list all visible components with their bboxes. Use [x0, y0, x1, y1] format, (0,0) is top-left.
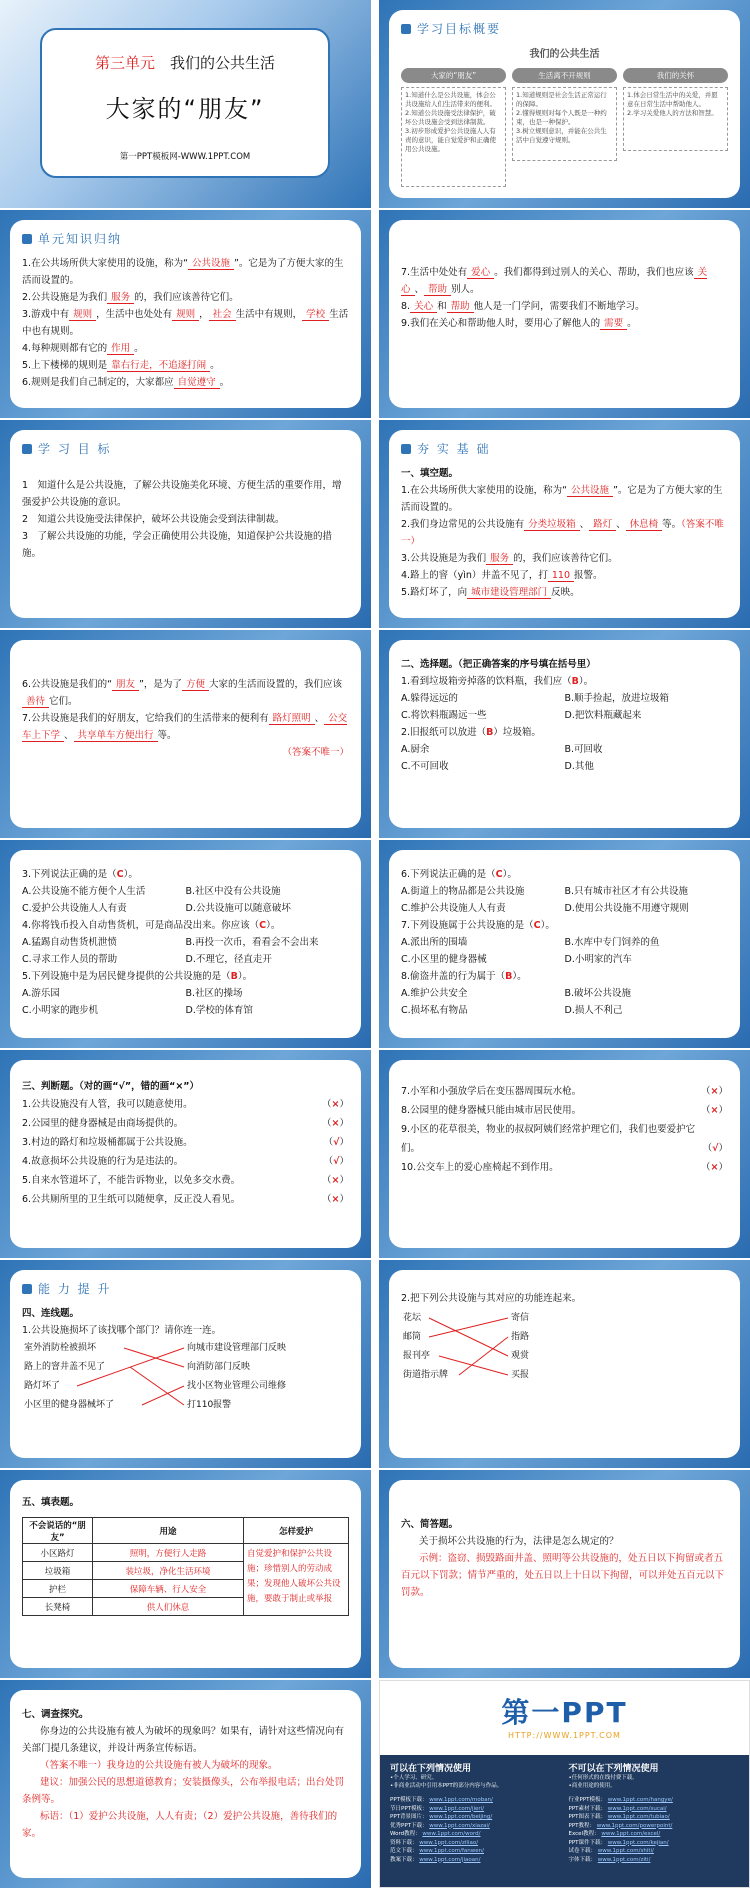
slide-short-answer: [379, 1470, 750, 1678]
tf-item: 2.公园里的健身器械是由商场提供的。 （×）: [22, 1118, 349, 1129]
question: 7.公共设施是我们的好朋友，它给我们的生活带来的便利有 路灯照明 、 公交车上下学 、 共享单车方便出行 等。: [22, 713, 348, 741]
tf-item: 3.村边的路灯和垃圾桶都属于公共设施。 （√）: [22, 1137, 349, 1148]
link[interactable]: www.1ppt.com/xiazai/: [429, 1822, 490, 1829]
slide-unit-summary: [0, 210, 371, 418]
slide-header: 学习目标概要: [417, 22, 502, 36]
question: 8.偷盗井盖的行为属于（B）。: [401, 971, 527, 982]
slide-matching: [0, 1260, 371, 1468]
link[interactable]: www.1ppt.com/kejian/: [607, 1839, 669, 1846]
question: 你身边的公共设施有被人为破坏的现象吗？如果有，请针对这些情况向有关部门提几条建议，并设计两条宣传标语。: [22, 1726, 345, 1754]
answer-note: （答案不唯一）: [282, 747, 349, 758]
overview-col: 大家的“朋友” 1.知道什么是公共设施，体会公共设施给人们生活带来的便利。 2.知道公共设施受法律保护，破坏公共设施会受到法律制裁。 3.初步形成爱护公共设施人人有责的意识，能自觉爱护和正确使用公共设施。: [401, 68, 506, 187]
summary-line: 9.我们在关心和帮助他人时，要用心了解他人的 需要 。: [401, 318, 637, 329]
section-title: 七、调查探究。: [22, 1709, 89, 1720]
summary-line: 3.游戏中有 规则 ，生活中也处处有 规则 ， 社会 生活中有规则， 学校 生活中也有规则。: [22, 309, 349, 337]
options: A.猛踢自动售货机泄愤 B.再投一次币，看看会不会出来: [22, 937, 319, 948]
match-left-column: 室外消防栓被损坏 路上的窨井盖不见了 路灯坏了 小区里的健身器械坏了: [24, 1343, 115, 1410]
overview-col: 我们的关怀 1.体会日常生活中的关爱，并愿意在日常生活中帮助他人。 2.学习关爱他人的方法和智慧。: [623, 68, 728, 187]
match-lines: [22, 1339, 361, 1419]
question: 2.我们身边常见的公共设施有 分类垃圾箱 、 路灯 、 休息椅 等。（答案不唯一）: [401, 519, 724, 547]
overview-subtitle: 我们的公共生活: [529, 49, 600, 60]
options: C.将饮料瓶踢远一些 D.把饮料瓶藏起来: [401, 710, 642, 721]
match-right-column: 寄信 指路 观赏 买报: [511, 1313, 530, 1380]
link[interactable]: www.1ppt.com/ziti/: [597, 1856, 651, 1863]
brand-logo: 第一PPT: [501, 1696, 628, 1729]
slide-learning-goals: [0, 420, 371, 628]
slide-fill-blanks-2: [0, 630, 371, 838]
tf-item: 9.小区的花草很美，物业的叔叔阿姨们经常护理它们，我们也要爱护它们。 （√）: [401, 1124, 728, 1154]
tf-item: 1.公共设施没有人管，我可以随意使用。 （×）: [22, 1099, 349, 1110]
match-right-column: 向城市建设管理部门反映 向消防部门反映 找小区物业管理公司维修 打110报警: [187, 1343, 287, 1410]
goal-line: 2 知道公共设施受法律保护，破坏公共设施会受到法律制裁。: [22, 514, 285, 525]
options: C.不可回收 D.其他: [401, 761, 594, 772]
options: A.街道上的物品都是公共设施 B.只有城市社区才有公共设施: [401, 886, 689, 897]
goal-line: 1 知道什么是公共设施，了解公共设施美化环境、方便生活的重要作用，增强爱护公共设施的意识。: [22, 480, 342, 508]
link[interactable]: www.1ppt.com/moban/: [429, 1797, 493, 1803]
tf-item: 7.小军和小强放学后在变压器周围玩水枪。 （×）: [401, 1086, 728, 1097]
question: 6.下列说法正确的是（C）。: [401, 869, 517, 880]
options: C.爱护公共设施人人有责 D.公共设施可以随意破坏: [22, 903, 291, 914]
question: 1.看到垃圾箱旁掉落的饮料瓶，我们应（B）。: [401, 676, 594, 687]
link[interactable]: www.1ppt.com/word/: [422, 1831, 481, 1837]
options: A.公共设施不能方便个人生活 B.社区中没有公共设施: [22, 886, 281, 897]
slide-true-false-2: [379, 1050, 750, 1258]
options: A.游乐园 B.社区的操场: [22, 988, 243, 999]
table-row: 护栏 保障车辆、行人安全: [23, 1580, 349, 1598]
slide-choice: [379, 630, 750, 838]
answer: （答案不唯一）我身边的公共设施有被人为破坏的现象。: [40, 1760, 278, 1771]
goal-line: 3 了解公共设施的功能，学会正确使用公共设施，知道保护公共设施的措施。: [22, 531, 333, 559]
section-title: 五、填表题。: [22, 1497, 80, 1508]
link[interactable]: www.1ppt.com/fanwen/: [419, 1848, 485, 1854]
options: C.损坏私有物品 D.损人不利己: [401, 1005, 623, 1016]
options: A.厨余 B.可回收: [401, 744, 603, 755]
section-title: 一、填空题。: [401, 468, 459, 479]
match-lines: [401, 1309, 740, 1389]
options: A.躲得远远的 B.顺手捡起，放进垃圾箱: [401, 693, 670, 704]
header-square-icon: [401, 24, 411, 34]
question: 7.下列设施属于公共设施的是（C）。: [401, 920, 555, 931]
question: 3.下列说法正确的是（C）。: [22, 869, 138, 880]
header-square-icon: [401, 444, 411, 454]
cover-title: 大家的“朋友”: [105, 95, 265, 123]
tf-item: 10.公交车上的爱心座椅起不到作用。 （×）: [401, 1162, 728, 1173]
answer: 建议：加强公民的思想道德教育；安装摄像头，公布举报电话；出台处罚条例等。: [22, 1777, 345, 1805]
section-title: 四、连线题。: [22, 1308, 80, 1319]
slide-cover: [0, 0, 371, 208]
question: 1.在公共场所供大家使用的设施，称为“ 公共设施 ”。它是为了方便大家的生活而设置的。: [401, 485, 723, 513]
slide-investigation: [0, 1680, 371, 1888]
slide-matching-2: [379, 1260, 750, 1468]
slide-table: [0, 1470, 371, 1678]
answer: 示例：盗窃、损毁路面井盖、照明等公共设施的，处五日以下拘留或者五百元以下罚款；情节严重的，处五日以上十日以下拘留，可以并处五百元以下罚款。: [401, 1553, 725, 1598]
link-list-left: PPT模板下载： www.1ppt.com/moban/ 节日PPT模板： www.1ppt.com/jieri/ PPT背景图片： www.1ppt.com/beijing/ 优秀PPT下载： www.1ppt.com/xiazai/ Word教程： www.1ppt.com/word/ 资料下载： www.1ppt.com/ziliao/ 范文下载： www.1ppt.com/fanwen/ 教案下载： www.1ppt.com/jiaoan/: [390, 1797, 493, 1863]
slide-header: 学 习 目 标: [38, 442, 112, 456]
slide-objectives-overview: [379, 0, 750, 208]
options: A.维护公共安全 B.破坏公共设施: [401, 988, 632, 999]
options: C.小明家的跑步机 D.学校的体育馆: [22, 1005, 253, 1016]
overview-col: 生活离不开规则 1.知道规则是社会生活正常运行的保障。 2.懂得规则对每个人既是一种约束，也是一种保护。 3.树立规则意识，并能在公共生活中自觉遵守规则。: [512, 68, 617, 187]
link[interactable]: www.1ppt.com/tubiao/: [607, 1814, 670, 1820]
slide-choice-3: [379, 840, 750, 1048]
uses-table: 不会说话的“朋友” 用途 怎样爱护 小区路灯 照明，方便行人走路 自觉爱护和保护公共设施；珍惜别人的劳动成果；发现他人破坏公共设施，要敢于制止或举报 垃圾箱 装垃圾，净化生活环境 护栏 保障车辆、行人安全 长凳椅 供人们休息: [22, 1517, 349, 1616]
table-row: 垃圾箱 装垃圾，净化生活环境: [23, 1562, 349, 1580]
slide-header: 单元知识归纳: [38, 232, 123, 246]
answer: 标语：（1）爱护公共设施，人人有责；（2）爱护公共设施，善待我们的家。: [22, 1811, 338, 1839]
cannot-use-title: 不可以在下列情况使用: [568, 1764, 659, 1774]
summary-line: 8. 关心 和 帮助 他人是一门学问，需要我们不断地学习。: [401, 301, 645, 312]
tf-item: 8.公园里的健身器械只能由城市居民使用。 （×）: [401, 1105, 728, 1116]
section-title: 三、判断题。（对的画“√”，错的画“×”）: [22, 1081, 200, 1092]
match-left-column: 花坛 邮筒 报刊亭 街道指示牌: [403, 1313, 449, 1380]
can-use-title: 可以在下列情况使用: [390, 1764, 472, 1774]
slide-fill-blanks: [379, 420, 750, 628]
question: 1.公共设施损坏了该找哪个部门？请你连一连。: [22, 1325, 222, 1336]
summary-line: 2.公共设施是为我们 服务 的，我们应该善待它们。: [22, 292, 239, 303]
slide-header: 能 力 提 升: [38, 1282, 112, 1296]
section-title: 六、简答题。: [401, 1519, 459, 1530]
question: 2.旧报纸可以放进（B）垃圾箱。: [401, 727, 541, 738]
summary-line: 6.规则是我们自己制定的，大家都应 自觉遵守 。: [22, 377, 230, 388]
brand-url: HTTP://WWW.1PPT.COM: [508, 1731, 621, 1740]
summary-line: 1.在公共场所供大家使用的设施，称为“ 公共设施 ”。它是为了方便大家的生活而设置的。: [22, 258, 344, 286]
question: 6.公共设施是我们的“ 朋友 ”，是为了 方便 大家的生活而设置的，我们应该善待 它们。: [22, 679, 342, 707]
link[interactable]: www.1ppt.com/jieri/: [429, 1805, 485, 1812]
header-square-icon: [22, 444, 32, 454]
tf-item: 6.公共厕所里的卫生纸可以随便拿，反正没人看见。 （×）: [22, 1194, 349, 1205]
summary-line: 5.上下楼梯的规则是 靠右行走，不追逐打闹 。: [22, 360, 220, 371]
table-row: 长凳椅 供人们休息: [23, 1598, 349, 1616]
care-cell: 自觉爱护和保护公共设施；珍惜别人的劳动成果；发现他人破坏公共设施，要敢于制止或举报: [244, 1544, 349, 1616]
question: 5.路灯坏了，向 城市建设管理部门 反映。: [401, 587, 580, 598]
cover-unit: 第三单元: [94, 54, 155, 72]
summary-line: 4.每种规则都有它的 作用 。: [22, 343, 144, 354]
link[interactable]: www.1ppt.com/hangye/: [607, 1797, 673, 1803]
slide-header: 夯 实 基 础: [417, 442, 491, 456]
question: 4.路上的窨（yìn）井盖不见了，打 110 报警。: [401, 570, 603, 581]
link[interactable]: www.1ppt.com/ziliao/: [419, 1839, 479, 1846]
question: 2.把下列公共设施与其对应的功能连起来。: [401, 1293, 582, 1304]
link[interactable]: www.1ppt.com/powerpoint/: [596, 1822, 673, 1829]
tf-item: 4.故意损坏公共设施的行为是违法的。 （√）: [22, 1156, 349, 1167]
options: C.小区里的健身器械 D.小明家的汽车: [401, 954, 632, 965]
header-square-icon: [22, 234, 32, 244]
link-list-right: 行业PPT模板： www.1ppt.com/hangye/ PPT素材下载： www.1ppt.com/sucai/ PPT图表下载： www.1ppt.com/tubiao/ PPT教程： www.1ppt.com/powerpoint/ Excel教程： www.1ppt.com/excel/ PPT课件下载： www.1ppt.com/kejian/ 试卷下载： www.1ppt.com/shiti/ 字体下载： www.1ppt.com/ziti/: [568, 1797, 673, 1863]
table-row: 小区路灯 照明，方便行人走路 自觉爱护和保护公共设施；珍惜别人的劳动成果；发现他人破坏公共设施，要敢于制止或举报: [23, 1544, 349, 1562]
slide-brand: 第一PPT HTTP://WWW.1PPT.COM 可以在下列情况使用 •个人学习、研究。 •非商业活动中引用本PPT的部分内容与作品。 不可以在下列情况使用 •任何形式的在线付费下载。 •商业用途的使用。 PPT模板下载： www.1ppt.com/moban/ 节日PPT模板： www.1ppt.com/jieri/ PPT背景图片： www.1ppt.com/beijing/ 优秀PPT下载： www.1ppt.com/xiazai/ Word教程： www.1ppt.com/word/ 资料下载： www.1ppt.com/ziliao/ 范文下载： www.1ppt.com/fanwen/ 教案下载： www.1ppt.com/jiaoan/ 行业PPT模板： www.1ppt.com/hangye/ PPT素材下载： www.1ppt.com/sucai/ PPT图表下载： www.1ppt.com/tubiao/ PPT教程： www.1ppt.com/powerpoint/ Excel教程： www.1ppt.com/excel/ PPT课件下载： www.1ppt.com/kejian/ 试卷下载： www.1ppt.com/shiti/ 字体下载： www.1ppt.com/ziti/: [379, 1680, 750, 1888]
options: C.维护公共设施人人有责 D.使用公共设施不用遵守规则: [401, 903, 689, 914]
question: 5.下列设施中是为居民健身提供的公共设施的是（B）。: [22, 971, 253, 982]
link[interactable]: www.1ppt.com/shiti/: [597, 1848, 654, 1854]
section-title: 二、选择题。（把正确答案的序号填在括号里）: [401, 659, 596, 670]
question: 4.你将钱币投入自动售货机，可是商品没出来。你应该（C）。: [22, 920, 281, 931]
link[interactable]: www.1ppt.com/jiaoan/: [419, 1856, 481, 1863]
link[interactable]: www.1ppt.com/excel/: [601, 1831, 661, 1837]
cover-unit-title: 我们的公共生活: [170, 54, 276, 72]
header-square-icon: [22, 1284, 32, 1294]
link[interactable]: www.1ppt.com/beijing/: [429, 1814, 493, 1820]
slide-true-false: [0, 1050, 371, 1258]
options: A.派出所的围墙 B.水库中专门饲养的鱼: [401, 937, 660, 948]
slide-choice-2: [0, 840, 371, 1048]
question: 3.公共设施是为我们 服务 的，我们应该善待它们。: [401, 553, 618, 564]
slide-unit-summary-2: [379, 210, 750, 418]
tf-item: 5.自来水管道坏了，不能告诉物业，以免多交水费。 （×）: [22, 1175, 349, 1186]
question: 关于损坏公共设施的行为，法律是怎么规定的？: [419, 1536, 619, 1547]
options: C.寻求工作人员的帮助 D.不理它，径直走开: [22, 954, 272, 965]
link[interactable]: www.1ppt.com/sucai/: [607, 1805, 667, 1812]
cover-source: 第一PPT模板网-WWW.1PPT.COM: [119, 152, 251, 162]
summary-line: 7.生活中处处有 爱心 。我们都得到过别人的关心、帮助，我们也应该 关心 、 帮助 别人。: [401, 267, 708, 295]
